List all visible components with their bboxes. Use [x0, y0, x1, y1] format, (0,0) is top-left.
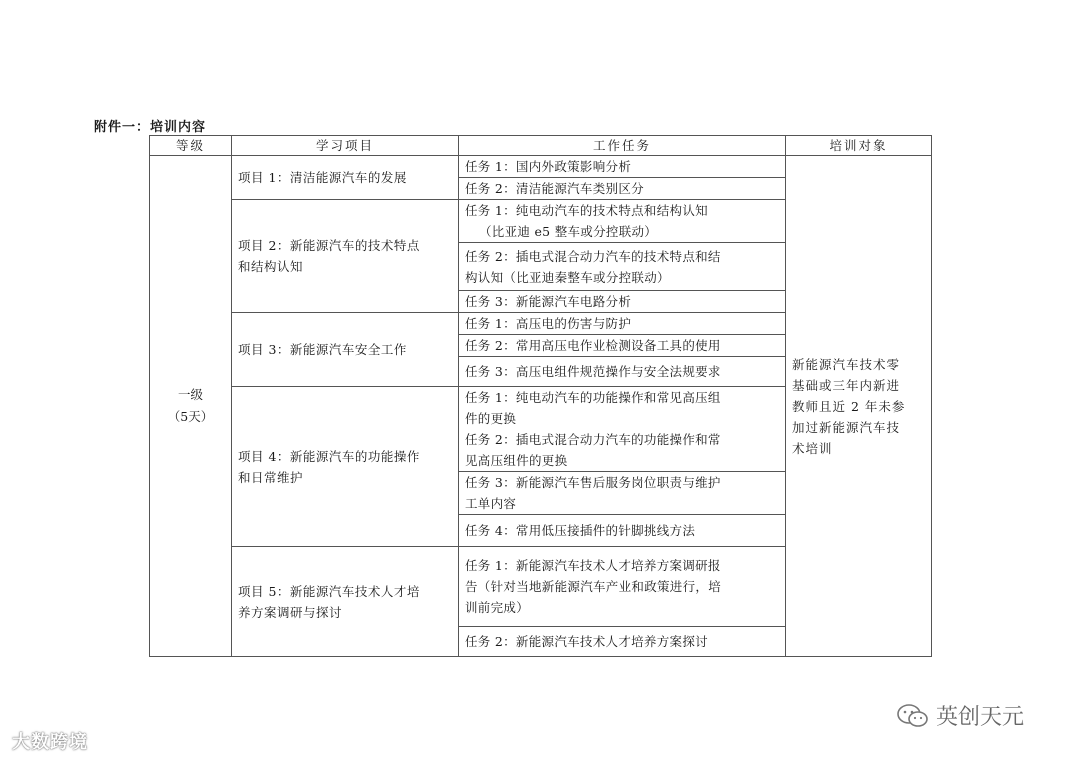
project-line: 项目 5：新能源汽车技术人才培: [238, 583, 420, 599]
task-line: 任务 3：新能源汽车电路分析: [465, 294, 632, 309]
task-cell: [459, 200, 786, 243]
header-task: 工作任务: [459, 136, 786, 156]
watermark-right: [896, 700, 1024, 731]
target-line: 基础或三年内新进: [792, 377, 901, 393]
project-1: 项目 1：清洁能源汽车的发展: [232, 156, 459, 200]
task-line: 任务 1：纯电动汽车的技术特点和结构认知: [465, 203, 708, 218]
target-line: 教师且近 2 年未参: [792, 398, 906, 414]
task-cell: [459, 627, 786, 657]
task-line: 告（针对当地新能源汽车产业和政策进行，培: [465, 579, 722, 594]
project-line: 和日常维护: [238, 469, 304, 485]
target-line: 术培训: [792, 440, 833, 456]
task-line: 任务 2：插电式混合动力汽车的技术特点和结: [465, 248, 721, 264]
target-cell: [786, 156, 932, 657]
target-line: 新能源汽车技术零: [792, 356, 901, 372]
task-line: 工单内容: [465, 496, 517, 511]
level-name: 一级: [177, 387, 203, 402]
header-project: 学习项目: [232, 136, 459, 156]
attachment-title: 附件一：培训内容: [94, 120, 207, 135]
task-line: 任务 1：高压电的伤害与防护: [465, 316, 632, 331]
project-3: 项目 3：新能源汽车安全工作: [232, 313, 459, 387]
task-line: 训前完成）: [465, 600, 530, 615]
task-cell: [459, 357, 786, 387]
target-line: 加过新能源汽车技: [792, 419, 901, 435]
training-content-table: [149, 135, 932, 657]
task-cell: [459, 515, 786, 547]
header-level: 等级: [150, 136, 232, 156]
level-duration: （5天）: [167, 409, 214, 424]
task-cell: [459, 547, 786, 627]
task-line: 任务 3：高压电组件规范操作与安全法规要求: [465, 364, 721, 379]
task-cell: [459, 387, 786, 472]
task-cell: [459, 472, 786, 515]
level-cell: [150, 156, 232, 657]
watermark-left-text: 大数跨境: [12, 732, 88, 753]
task-line: 任务 1：国内外政策影响分析: [465, 159, 632, 174]
task-line: 任务 2：新能源汽车技术人才培养方案探讨: [465, 634, 708, 649]
task-line: 任务 2：清洁能源汽车类别区分: [465, 181, 644, 196]
project-line: 项目 2：新能源汽车的技术特点: [238, 238, 420, 253]
task-line: 任务 2：插电式混合动力汽车的功能操作和常: [465, 432, 721, 447]
project-4: [232, 387, 459, 547]
task-line: （比亚迪 e5 整车或分控联动）: [479, 224, 658, 239]
project-line: 养方案调研与探讨: [238, 604, 343, 620]
watermark-left: [12, 728, 88, 754]
table-header-row: [150, 136, 932, 156]
task-line: 任务 4：常用低压接插件的针脚挑线方法: [465, 523, 696, 538]
task-line: 任务 1：纯电动汽车的功能操作和常见高压组: [465, 390, 721, 405]
project-5: [232, 547, 459, 657]
watermark-right-text: 英创天元: [936, 705, 1025, 730]
project-line: 项目 4：新能源汽车的功能操作: [238, 448, 420, 464]
header-target: 培训对象: [786, 136, 932, 156]
project-line: 和结构认知: [238, 259, 304, 274]
project-2: [232, 200, 459, 313]
task-line: 任务 2：常用高压电作业检测设备工具的使用: [465, 338, 721, 353]
task-line: 件的更换: [465, 411, 517, 426]
task-cell: [459, 156, 786, 178]
task-cell: [459, 243, 786, 291]
table-row: [150, 156, 932, 178]
task-line: 构认知（比亚迪秦整车或分控联动）: [465, 269, 670, 285]
wechat-icon: [896, 703, 930, 729]
task-line: 见高压组件的更换: [465, 453, 568, 468]
task-cell: [459, 313, 786, 335]
task-cell: [459, 178, 786, 200]
task-line: 任务 1：新能源汽车技术人才培养方案调研报: [465, 558, 721, 573]
task-cell: [459, 335, 786, 357]
task-line: 任务 3：新能源汽车售后服务岗位职责与维护: [465, 475, 721, 490]
task-cell: [459, 291, 786, 313]
